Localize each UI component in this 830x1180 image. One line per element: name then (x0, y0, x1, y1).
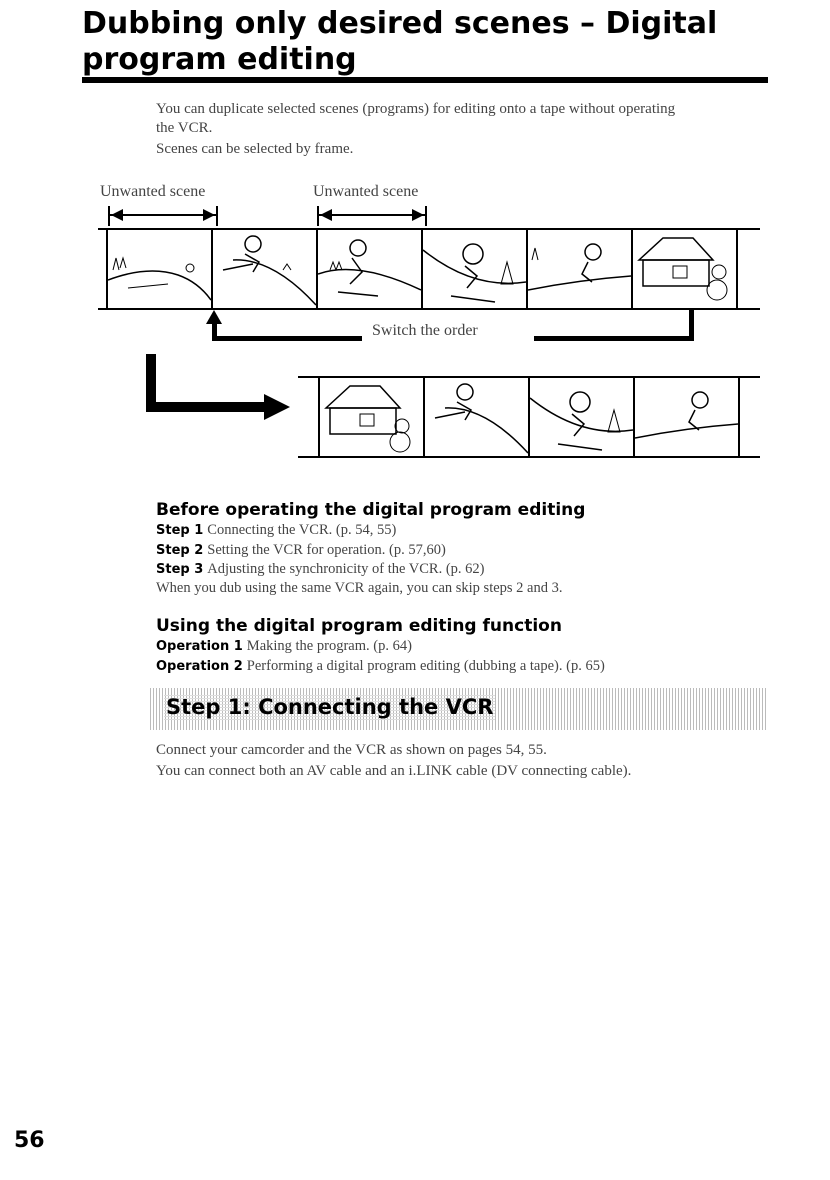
step-text: Adjusting the synchronicity of the VCR. (p. 62) (207, 561, 485, 577)
edited-frame-house (318, 378, 423, 456)
step-1-body-line-2: You can connect both an AV cable and an i.LINK cable (DV connecting cable). (156, 763, 632, 779)
step-3-row (156, 560, 485, 579)
operation-label: Operation 1 (156, 639, 243, 654)
step-label: Step 2 (156, 543, 204, 558)
scene-frame-house (631, 230, 736, 308)
step-1-row (156, 521, 396, 540)
unwanted-bracket-2 (317, 204, 427, 226)
scene-frame-skier-1 (211, 230, 316, 308)
unwanted-scene-label-1: Unwanted scene (100, 183, 206, 200)
unwanted-scene-label-2: Unwanted scene (313, 183, 419, 200)
operation-2-row (156, 657, 605, 676)
scene-frame-skier-2 (316, 230, 421, 308)
step-1-heading: Step 1: Connecting the VCR (166, 695, 494, 719)
edited-frame-skier-4 (633, 378, 738, 456)
operation-1-row (156, 637, 412, 656)
operation-text: Making the program. (p. 64) (246, 638, 412, 654)
step-label: Step 3 (156, 562, 204, 577)
operation-text: Performing a digital program editing (dubbing a tape). (p. 65) (246, 658, 605, 674)
operation-label: Operation 2 (156, 659, 243, 674)
step-1-banner (150, 688, 766, 730)
scene-frame-skier-4 (526, 230, 631, 308)
before-section-heading: Before operating the digital program editing (156, 500, 586, 520)
result-arrow (144, 354, 294, 434)
scene-frame-edge (736, 230, 760, 308)
before-note: When you dub using the same VCR again, you can skip steps 2 and 3. (156, 580, 563, 596)
edited-frame-skier-3 (528, 378, 633, 456)
intro-line-1: You can duplicate selected scenes (programs) for editing onto a tape without operating (156, 101, 676, 117)
switch-order-label: Switch the order (372, 322, 478, 339)
scene-frame-skier-3 (421, 230, 526, 308)
scene-frame-hill (106, 230, 211, 308)
unwanted-bracket-1 (108, 204, 218, 226)
step-1-body-line-1: Connect your camcorder and the VCR as shown on pages 54, 55. (156, 742, 547, 758)
step-2-row (156, 541, 446, 560)
intro-line-2: the VCR. (156, 120, 213, 136)
step-text: Setting the VCR for operation. (p. 57,60) (207, 542, 446, 558)
edited-frame-skier-1 (423, 378, 528, 456)
step-text: Connecting the VCR. (p. 54, 55) (207, 522, 397, 538)
intro-line-3: Scenes can be selected by frame. (156, 141, 354, 157)
edited-frame-edge (738, 378, 760, 456)
original-film-strip (98, 228, 760, 310)
step-label: Step 1 (156, 523, 204, 538)
page-number: 56 (14, 1128, 45, 1153)
title-rule (82, 77, 768, 83)
page-title: Dubbing only desired scenes – Digital program editing (82, 6, 718, 77)
edited-film-strip (298, 376, 760, 458)
using-section-heading: Using the digital program editing function (156, 616, 562, 636)
